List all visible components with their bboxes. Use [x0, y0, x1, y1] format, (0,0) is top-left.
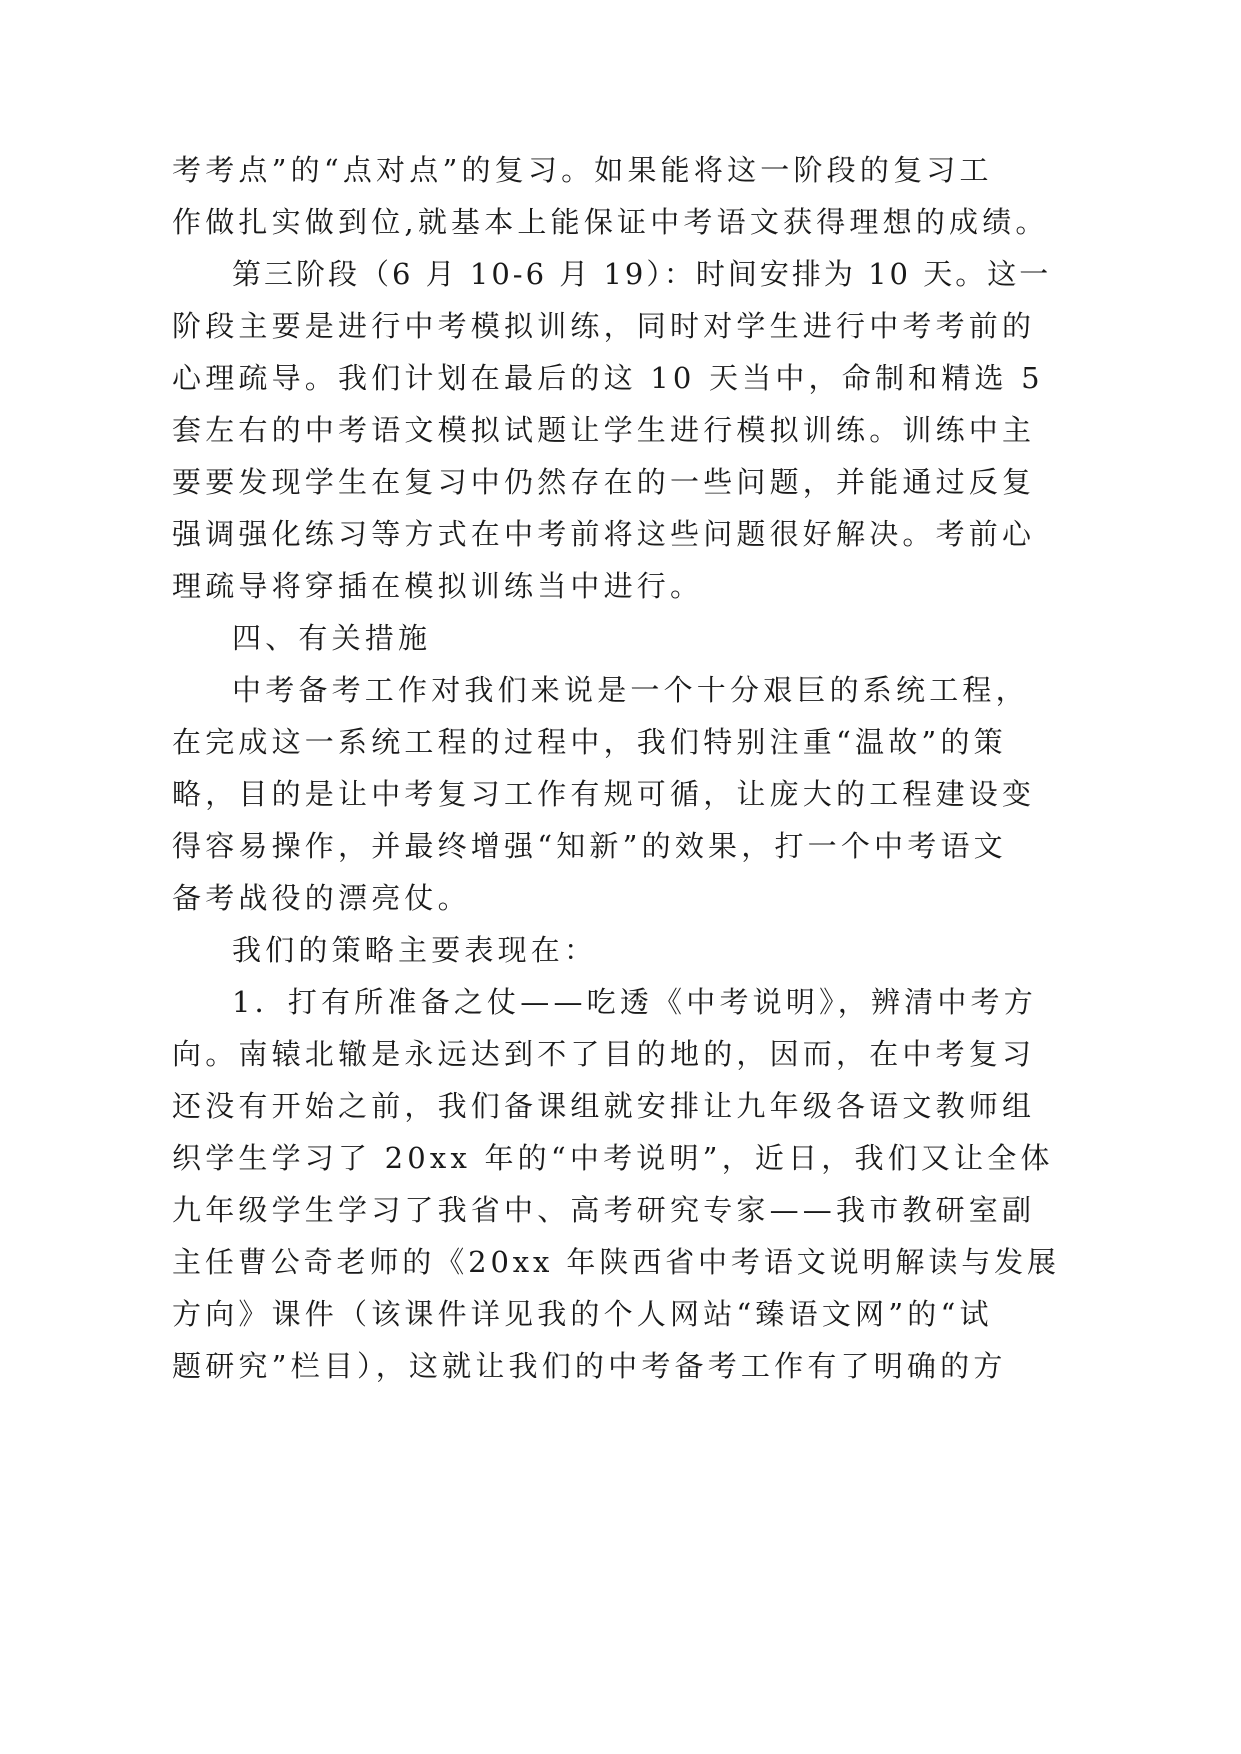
text-line: 心理疏导。我们计划在最后的这 10 天当中，命制和精选 5 [172, 361, 1044, 395]
text-line: 作做扎实做到位,就基本上能保证中考语文获得理想的成绩。 [172, 205, 1049, 239]
section-heading: 四、有关措施 [232, 621, 432, 655]
text-line: 织学生学习了 20xx 年的“中考说明”，近日，我们又让全体 [172, 1141, 1054, 1175]
text-line: 向。南辕北辙是永远达到不了目的地的，因而，在中考复习 [172, 1037, 1036, 1071]
text-line: 1．打有所准备之仗——吃透《中考说明》，辨清中考方 [232, 985, 1037, 1019]
text-line: 在完成这一系统工程的过程中，我们特别注重“温故”的策 [172, 725, 1007, 759]
text-line: 强调强化练习等方式在中考前将这些问题很好解决。考前心 [172, 517, 1036, 551]
text-line: 备考战役的漂亮仗。 [172, 881, 471, 915]
text-line: 套左右的中考语文模拟试题让学生进行模拟训练。训练中主 [172, 413, 1036, 447]
text-line: 第三阶段（6 月 10-6 月 19）：时间安排为 10 天。这一 [232, 257, 1052, 291]
text-line: 略，目的是让中考复习工作有规可循，让庞大的工程建设变 [172, 777, 1036, 811]
text-line: 阶段主要是进行中考模拟训练，同时对学生进行中考考前的 [172, 309, 1036, 343]
text-line: 得容易操作，并最终增强“知新”的效果，打一个中考语文 [172, 829, 1007, 863]
text-line: 理疏导将穿插在模拟训练当中进行。 [172, 569, 704, 603]
text-line: 题研究”栏目），这就让我们的中考备考工作有了明确的方 [172, 1349, 1007, 1383]
text-line: 方向》课件（该课件详见我的个人网站“臻语文网”的“试 [172, 1297, 993, 1331]
text-line: 考考点”的“点对点”的复习。如果能将这一阶段的复习工 [172, 153, 993, 187]
text-line: 还没有开始之前，我们备课组就安排让九年级各语文教师组 [172, 1089, 1036, 1123]
text-line: 要要发现学生在复习中仍然存在的一些问题，并能通过反复 [172, 465, 1036, 499]
text-line: 主任曹公奇老师的《20xx 年陕西省中考语文说明解读与发展 [172, 1245, 1060, 1279]
text-line: 九年级学生学习了我省中、高考研究专家——我市教研室副 [172, 1193, 1036, 1227]
text-line: 中考备考工作对我们来说是一个十分艰巨的系统工程， [232, 673, 1029, 707]
text-line: 我们的策略主要表现在： [232, 933, 598, 967]
